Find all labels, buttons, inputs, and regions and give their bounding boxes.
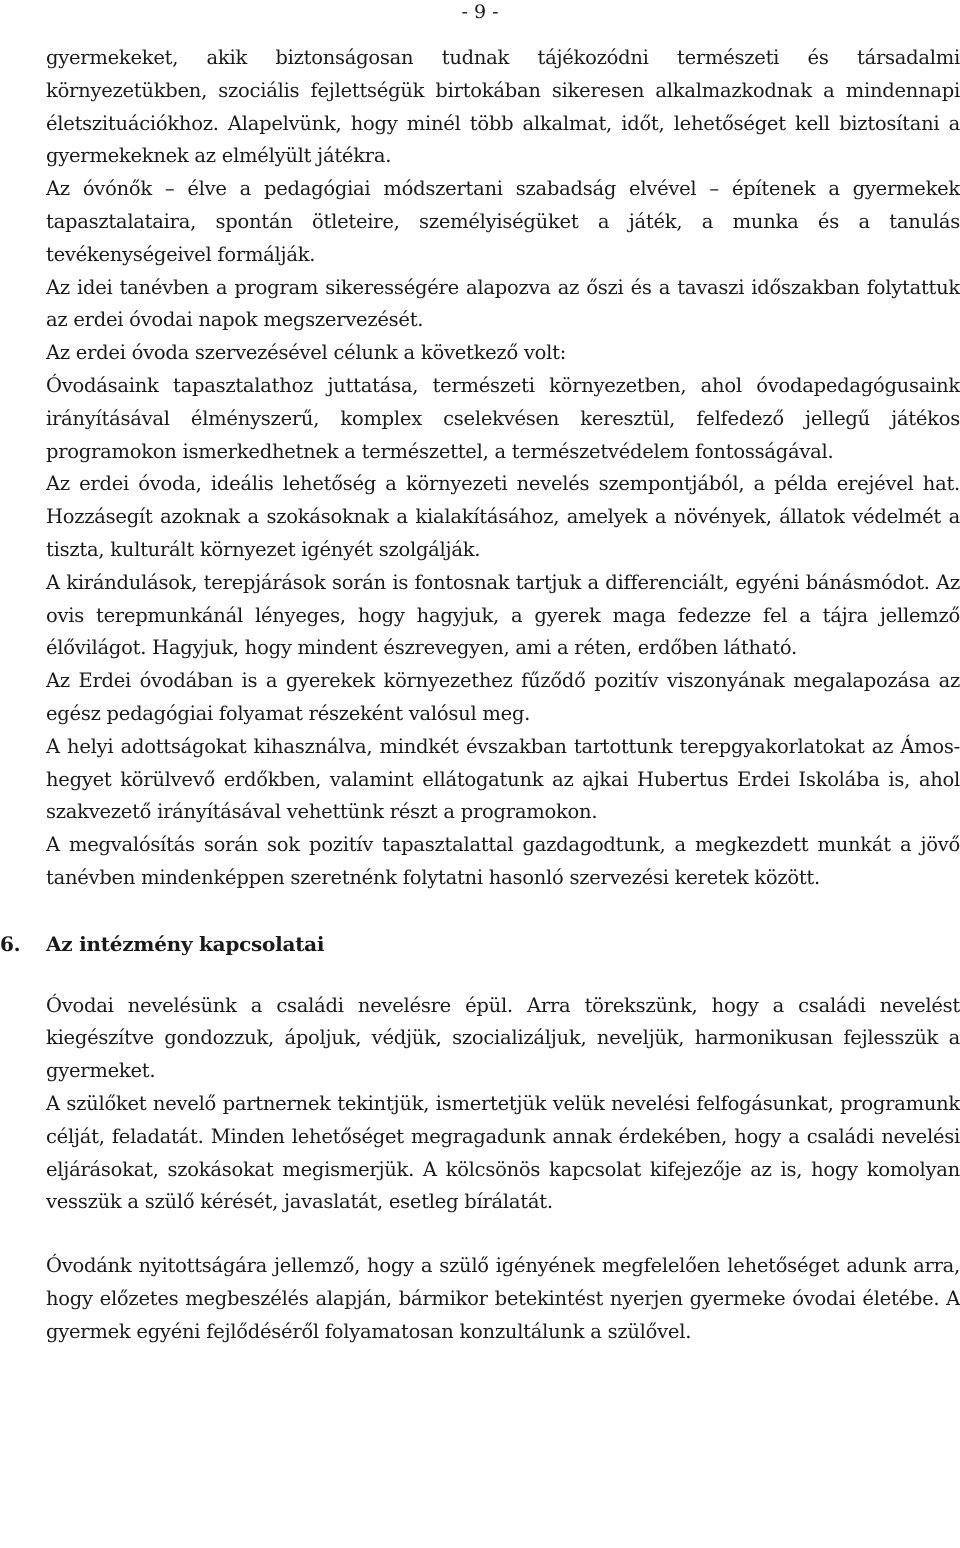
paragraph: A megvalósítás során sok pozitív tapasztalattal gazdagodtunk, a megkezdett munkát a jövő tanévben mindenképpen szeretnénk folytatni hasonló szervezési keretek között. [46,833,960,889]
paragraph: Az idei tanévben a program sikerességére alapozva az őszi és a tavaszi időszakban folytattuk az erdei óvodai napok megszervezését. [46,275,960,332]
paragraph: Óvodánk nyitottságára jellemző, hogy a szülő igényének megfelelően lehetőséget adunk arra, hogy előzetes megbeszélés alapján, bármikor betekintést nyerjen gyermeke óvodai életébe. A gyermek egyéni fejlődéséről folyamatosan konzultálunk a szülővel. [46,1254,960,1343]
paragraph: gyermekeket, akik biztonságosan tudnak tájékozódni természeti és társadalmi környezetükben, szociális fejlettségük birtokában sikeresen alkalmazkodnak a mindennapi életszituációkhoz. Alapelvünk, hogy minél több alkalmat, időt, lehetőséget kell biztosítani a gyermekeknek az elmélyült játékra. [46,46,960,168]
section-title: Az intézmény kapcsolatai [46,931,325,956]
page-number: - 9 - [461,1,499,23]
paragraph: Óvodásaink tapasztalathoz juttatása, természeti környezetben, ahol óvodapedagógusaink irányításával élményszerű, komplex cselekvésen keresztül, felfedező jellegű játékos programokon ismerkedhetnek a természettel, a természetvédelem fontosságával. [46,373,960,463]
paragraph: Az erdei óvoda szervezésével célunk a következő volt: [46,341,567,365]
paragraph: Óvodai nevelésünk a családi nevelésre épül. Arra törekszünk, hogy a családi nevelést kiegészítve gondozzuk, ápoljuk, védjük, szocializáljuk, neveljük, harmonikusan fejlesszük a gyermeket. [46,993,960,1083]
paragraph: A helyi adottságokat kihasználva, mindkét évszakban tartottunk terepgyakorlatokat az Ámos-hegyet körülvevő erdőkben, valamint ellátogatunk az ajkai Hubertus Erdei Iskolába is, ahol szakvezető irányításával vehettünk részt a programokon. [46,734,960,824]
paragraph: Az Erdei óvodában is a gyerekek környezethez fűződő pozitív viszonyának megalapozása az egész pedagógiai folyamat részeként valósul meg. [46,669,960,725]
paragraph: Az óvónők – élve a pedagógiai módszertani szabadság elvével – építenek a gyermekek tapasztalataira, spontán ötleteire, személyiségüket a játék, a munka és a tanulás tevékenységeivel formálják. [46,177,960,266]
paragraph-gap [46,1219,960,1250]
document-body [0,42,960,1348]
paragraph: A kirándulások, terepjárások során is fontosnak tartjuk a differenciált, egyéni bánásmódot. Az ovis terepmunkánál lényeges, hogy hagyjuk, a gyerek maga fedezze fel a tájra jellemző élővilágot. Hagyjuk, hogy mindent észrevegyen, ami a réten, erdőben látható. [46,570,960,660]
section-number: 6. [0,931,21,956]
section-heading [0,928,960,961]
paragraph: Az erdei óvoda, ideális lehetőség a környezeti nevelés szempontjából, a példa erejével hat. Hozzásegít azoknak a szokásoknak a kialakításához, amelyek a növények, állatok védelmét a tiszta, kulturált környezet igényét szolgálják. [46,472,960,561]
paragraph: A szülőket nevelő partnernek tekintjük, ismertetjük velük nevelési felfogásunkat, programunk célját, feladatát. Minden lehetőséget megragadunk annak érdekében, hogy a családi nevelési eljárásokat, szokásokat megismerjük. A kölcsönös kapcsolat kifejezője az is, hogy komolyan vesszük a szülő kérését, javaslatát, esetleg bírálatát. [46,1091,960,1214]
